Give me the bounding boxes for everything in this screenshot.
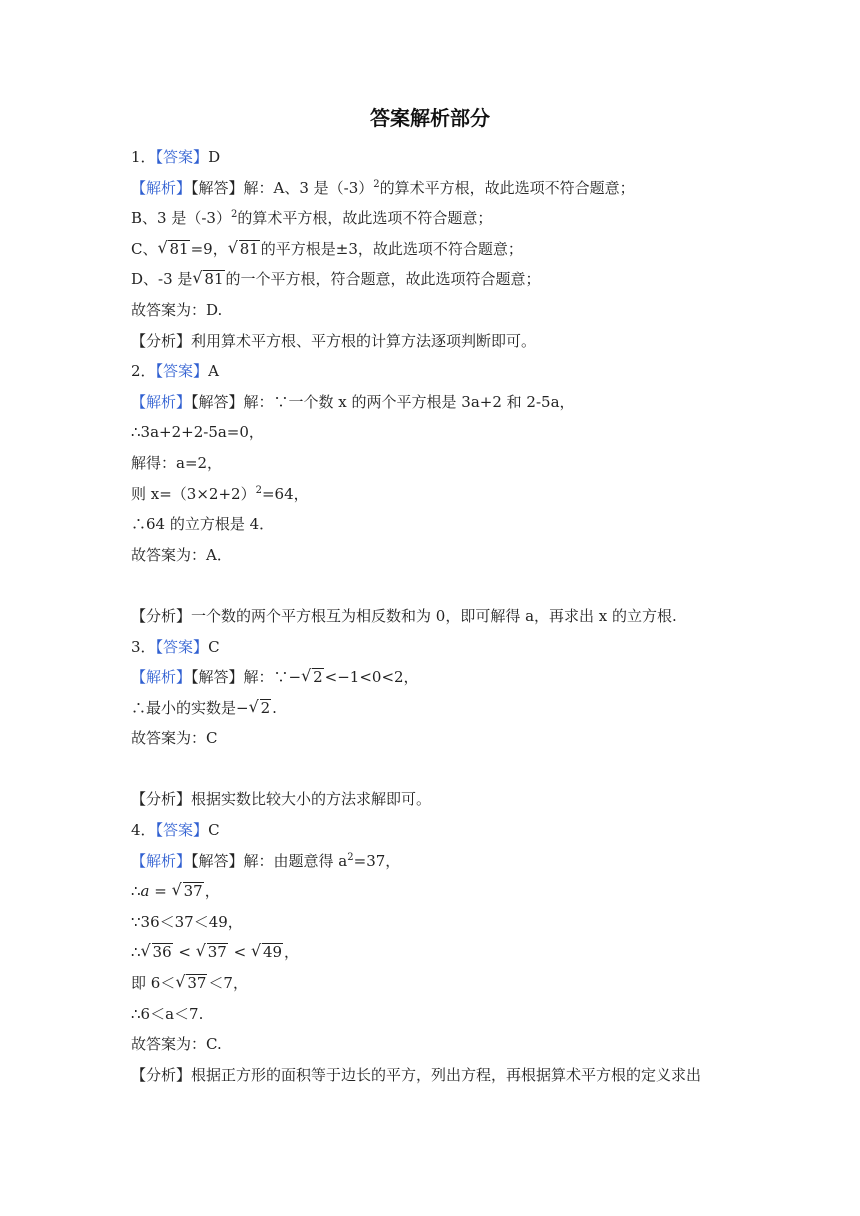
q2-answer: A	[208, 362, 219, 381]
q4-conclusion: 故答案为：C.	[131, 1035, 222, 1054]
solve-tag: 【解答】	[191, 178, 244, 197]
q4-solution-line: ∴a = √ 37 ，	[131, 876, 751, 907]
q1-conclusion: 故答案为：D.	[131, 300, 223, 319]
q2-number: 2．	[131, 362, 156, 381]
sqrt-81: √ 81	[157, 234, 189, 265]
analysis-tag: 【解析】	[131, 178, 192, 197]
q2-answer-line	[131, 356, 751, 387]
q1-solution-line: 【解析】【解答】解：A、3 是$(-3)^2$的算术平方根，故此选项不符合题意；	[131, 178, 635, 197]
q4-number: 4．	[131, 821, 156, 840]
q1-number: 1．	[131, 148, 156, 166]
q4-answer: C	[208, 821, 220, 840]
analysis-tag: 【解析】	[131, 851, 192, 870]
analysis-tag: 【解析】	[131, 392, 192, 411]
q1-solution-line: D、-3 是√ 81 的一个平方根，符合题意，故此选项符合题意；	[131, 264, 751, 295]
analysis-tag: 【解析】	[131, 668, 192, 687]
spacer	[131, 754, 751, 785]
q3-solution-line: ∴最小的实数是−√ 2 .	[131, 693, 751, 724]
sqrt-81: √ 81	[192, 264, 224, 295]
q2-solution-line: 则 $x=(3\times 2+2)^2=64$，	[131, 484, 309, 503]
q2-conclusion: 故答案为：A．	[131, 545, 232, 564]
sqrt-2: √ 2	[249, 693, 272, 724]
q2-analysis-line: 【分析】一个数的两个平方根互为相反数和为 0，即可解得 a，再求出 x 的立方根.	[131, 606, 677, 625]
answer-content	[131, 142, 751, 1090]
q3-analysis-line: 【分析】根据实数比较大小的方法求解即可。	[131, 790, 432, 809]
q2-solution-line: 【解析】【解答】解：∵一个数 x 的两个平方根是 3a+2 和 2-5a，	[131, 392, 575, 411]
q4-answer-line	[131, 815, 751, 846]
q1-answer-line	[131, 142, 751, 173]
q4-solution-line: ∴√ 36 < √ 37 < √ 49 ，	[131, 937, 751, 968]
answer-tag: 【答案】	[155, 148, 209, 166]
q4-solution-line: 【解析】【解答】解：由题意得 $a^2=37$，	[131, 851, 401, 870]
fenxi-tag: 【分析】	[131, 1065, 192, 1084]
q4-analysis-line: 【分析】根据正方形的面积等于边长的平方，列出方程，再根据算术平方根的定义求出	[131, 1065, 702, 1084]
spacer	[131, 570, 751, 601]
q3-number: 3．	[131, 637, 156, 656]
q3-answer: C	[208, 637, 220, 656]
sqrt-49: √ 49	[251, 937, 283, 968]
answer-tag: 【答案】	[155, 821, 209, 840]
solve-tag: 【解答】	[191, 668, 244, 687]
q1-solution-line: C、√ 81 =9，√ 81 的平方根是±3，故此选项不符合题意；	[131, 234, 751, 265]
sqrt-37: √ 37	[175, 968, 207, 999]
fenxi-tag: 【分析】	[131, 331, 192, 350]
fenxi-tag: 【分析】	[131, 790, 192, 809]
solve-tag: 【解答】	[191, 392, 244, 411]
sqrt-81: √ 81	[228, 234, 260, 265]
q1-answer: D	[208, 148, 221, 166]
sqrt-37: √ 37	[196, 937, 228, 968]
q2-solution-line: 解得：a=2，	[131, 453, 223, 472]
q4-solution-line: ∴6＜a＜7.	[131, 1004, 204, 1023]
q4-solution-line: 即 6＜√ 37 ＜7，	[131, 968, 751, 999]
q2-solution-line: ∴64 的立方根是 4．	[131, 515, 275, 534]
answer-tag: 【答案】	[155, 362, 209, 381]
q4-solution-line: ∵36＜37＜49，	[131, 912, 243, 931]
sqrt-2: √ 2	[301, 662, 324, 693]
sqrt-37: √ 37	[172, 876, 204, 907]
q3-answer-line	[131, 632, 751, 663]
page-title: 答案解析部分	[370, 106, 490, 130]
sqrt-36: √ 36	[141, 937, 173, 968]
answer-tag: 【答案】	[155, 637, 209, 656]
solve-tag: 【解答】	[191, 851, 244, 870]
q3-conclusion: 故答案为：C	[131, 729, 218, 748]
q3-solution-line: 【解析】【解答】解：∵−√ 2 <−1<0<2，	[131, 662, 751, 693]
q1-analysis-line: 【分析】利用算术平方根、平方根的计算方法逐项判断即可。	[131, 331, 537, 350]
q2-solution-line: ∴3a+2+2-5a=0，	[131, 423, 264, 442]
q1-solution-line: B、3 是$(-3)^2$的算术平方根，故此选项不符合题意；	[131, 209, 493, 228]
fenxi-tag: 【分析】	[131, 606, 192, 625]
